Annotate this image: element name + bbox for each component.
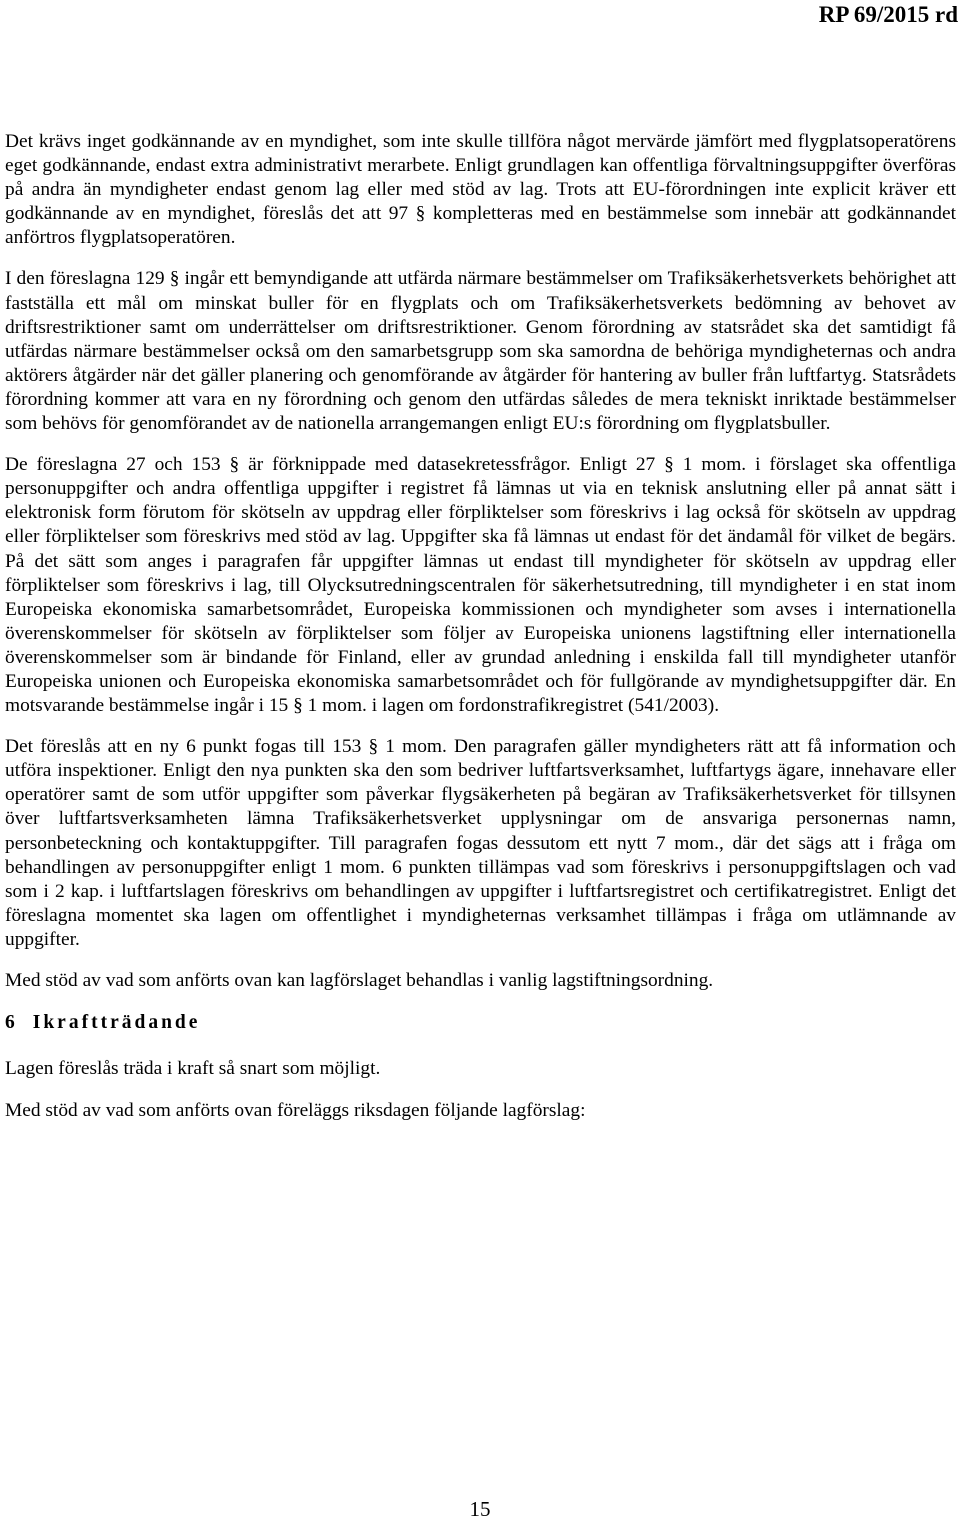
paragraph-data-protection: De föreslagna 27 och 153 § är förknippade med datasekretessfrågor. Enligt 27 § 1 mom. i förslaget ska offentliga personuppgifter och andra offentliga uppgifter i registret få lämnas ut via en teknisk anslutning eller på annat sätt i elektronisk form förutom för skötseln av uppdrag eller förpliktelser som föreskrivs i lag också för skötseln av uppdrag eller förpliktelser som föreskrivs med stöd av lag. Uppgifter ska få lämnas ut endast för det ändamål för vilket de begärs. På det sätt som anges i paragrafen får uppgifter lämnas ut endast till myndigheter för skötseln av uppdrag eller förpliktelser som föreskrivs i lag, till Olycksutredningscentralen för säkerhetsutredning, till myndigheter i en stat inom Europeiska ekonomiska samarbetsområdet, Europeiska kommissionen och myndigheter som avses i internationella överenskommelser för skötseln av förpliktelser som följer av Europeiska unionens lagstiftning eller internationella överenskommelser som är bindande för Finland, eller av grundad anledning i enskilda fall till myndigheter utanför Europeiska unionen och Europeiska ekonomiska samarbetsområdet och för fullgörande av myndighetsuppgifter där. En motsvarande bestämmelse ingår i 15 § 1 mom. i lagen om fordonstrafikregistret (541/2003). (5, 454, 956, 717)
paragraph-section-153: Det föreslås att en ny 6 punkt fogas till 153 § 1 mom. Den paragrafen gäller myndigheters rätt att få information och utföra inspektioner. Enligt den nya punkten ska den som bedriver luftfartsverksamhet, luftfartygs ägare, innehavare eller operatörer samt de som utför uppgifter som påverkar flygsäkerheten på begäran av Trafiksäkerhetsverket för tillsynen över luftfartsverksamheten lämna Trafiksäkerhetsverket upplysningar om de ansvariga personernas namn, personbeteckning och kontaktuppgifter. Till paragrafen fogas dessutom ett nytt 7 mom., där det sägs att i fråga om behandlingen av personuppgifter enligt 1 mom. 6 punkten tillämpas vad som föreskrivs i personuppgiftslagen och vad som i 2 kap. i luftfartslagen föreskrivs om behandlingen av uppgifter i luftfartsregistret och certifikatregistret. Enligt det föreslagna momentet ska lagen om offentlighet i myndigheternas verksamhet tillämpas i fråga om utlämnande av uppgifter. (5, 736, 956, 950)
document-body (5, 130, 956, 1140)
paragraph-section-129: I den föreslagna 129 § ingår ett bemyndigande att utfärda närmare bestämmelser om Trafiksäkerhetsverkets behörighet att fastställa ett mål om minskat buller för en flygplats och om Trafiksäkerhetsverkets bedömning av behovet av driftsrestriktioner samt om underrättelser om driftsrestriktioner. Genom förordning av statsrådet ska det samtidigt få utfärdas närmare bestämmelser också om den samarbetsgrupp som ska samordna de behöriga myndigheternas och andra aktörers åtgärder när det gäller planering och genomförande av åtgärder för hantering av buller från luftfartyg. Statsrådets förordning kommer att vara en ny förordning och genom den utfärdas således de mera tekniskt inriktade bestämmelser som behövs för genomförandet av de nationella arrangemangen enligt EU:s förordning om flygplatsbuller. (5, 268, 956, 435)
document-id-header: RP 69/2015 rd (818, 2, 958, 27)
section-number: 6 (5, 1012, 15, 1034)
paragraph-entry-into-force: Lagen föreslås träda i kraft så snart som möjligt. (5, 1058, 381, 1080)
page-number: 15 (469, 1497, 491, 1521)
section-title: Ikraftträdande (32, 1012, 201, 1034)
paragraph-legislative-order: Med stöd av vad som anförts ovan kan lagförslaget behandlas i vanlig lagstiftningsordning. (5, 970, 714, 991)
paragraph-approval: Det krävs inget godkännande av en myndighet, som inte skulle tillföra något mervärde jämfört med flygplatsoperatörens eget godkännande, endast extra administrativt merarbete. Enligt grundlagen kan offentliga förvaltningsuppgifter överföras på andra än myndigheter endast genom lag eller med stöd av lag. Trots att EU-förordningen inte explicit kräver ett godkännande av en myndighet, föreslås det att 97 § kompletteras med en bestämmelse som innebär att godkännandet anförtros flygplatsoperatören. (5, 131, 956, 249)
paragraph-proposal-intro: Med stöd av vad som anförts ovan föreläggs riksdagen följande lagförslag: (5, 1100, 586, 1122)
section-heading (5, 1011, 956, 1035)
